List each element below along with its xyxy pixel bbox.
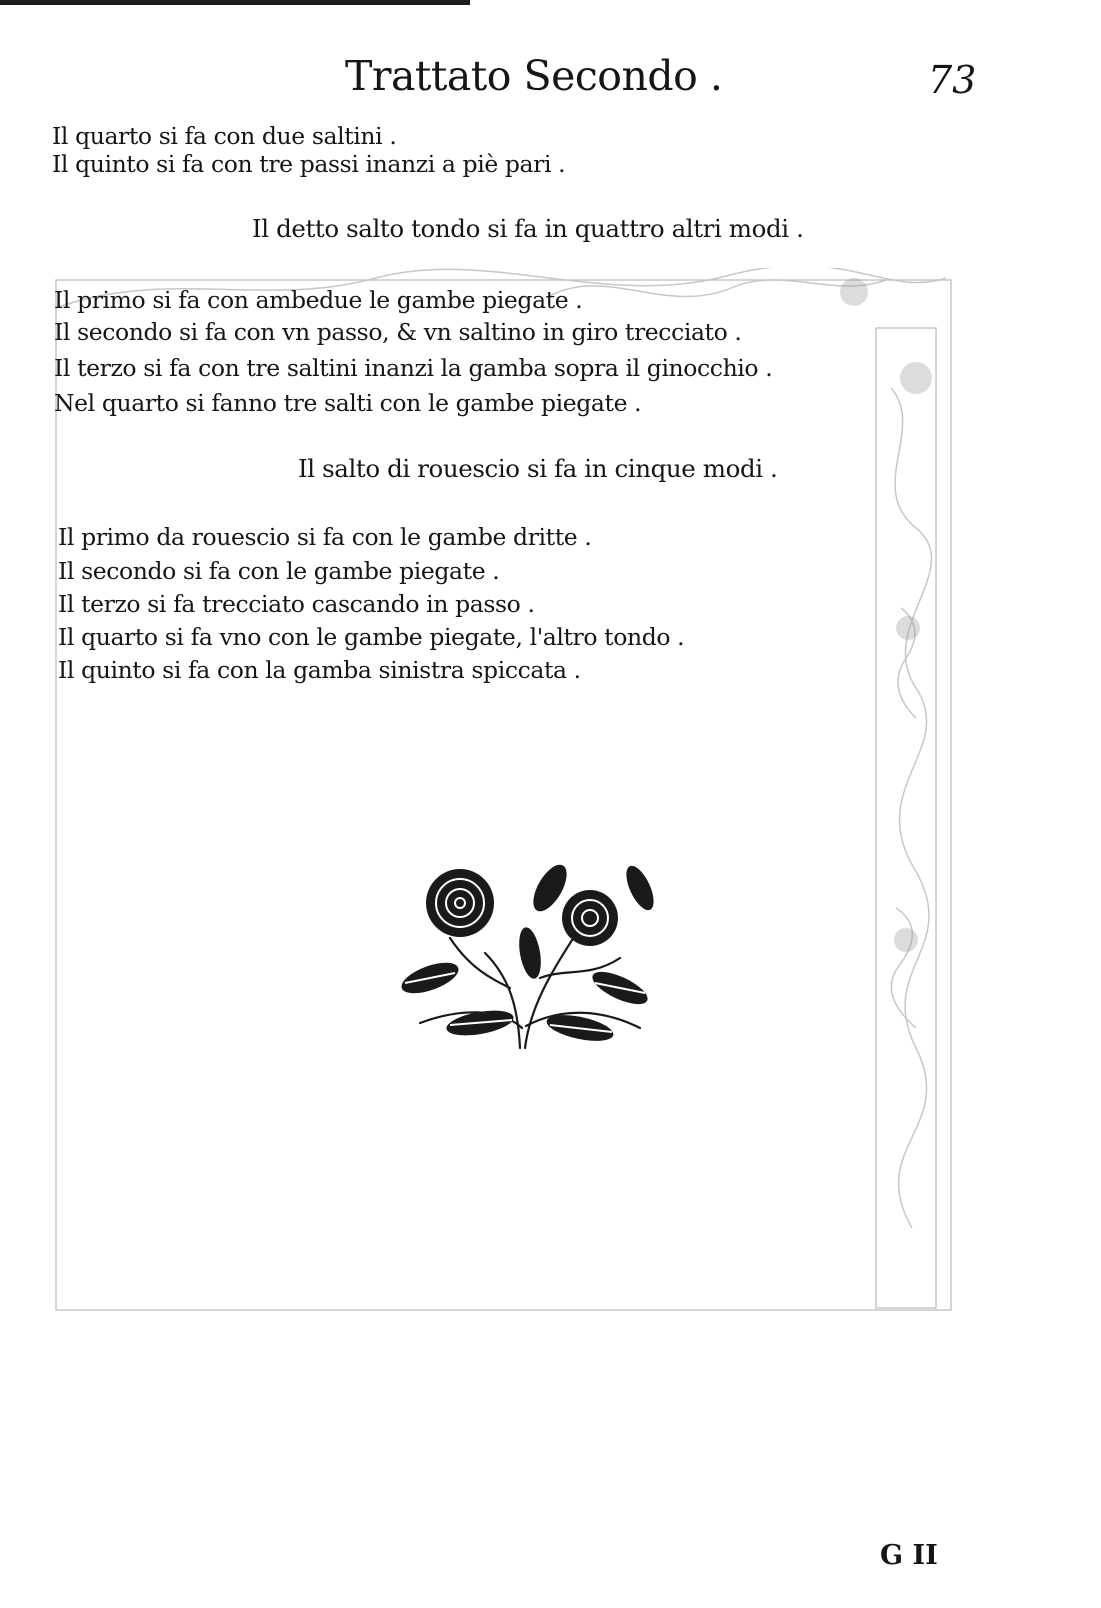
signature-mark: G II bbox=[880, 1540, 938, 1571]
text-line: Il terzo si fa trecciato cascando in passo . bbox=[58, 590, 535, 618]
section-heading: Il salto di rouescio si fa in cinque modi . bbox=[298, 454, 778, 483]
text-line: Il primo si fa con ambedue le gambe piegate . bbox=[54, 286, 583, 314]
text-line: Il quarto si fa con due saltini . bbox=[52, 122, 397, 150]
text-line: Il secondo si fa con vn passo, & vn saltino in giro trecciato . bbox=[54, 318, 742, 346]
text-line: Il secondo si fa con le gambe piegate . bbox=[58, 557, 500, 585]
text-line: Il quinto si fa con la gamba sinistra spiccata . bbox=[58, 656, 581, 684]
floral-woodcut-ornament bbox=[390, 858, 662, 1056]
section-heading: Il detto salto tondo si fa in quattro altri modi . bbox=[252, 214, 804, 243]
ornamental-frame-showthrough bbox=[46, 268, 971, 1333]
text-line: Il primo da rouescio si fa con le gambe dritte . bbox=[58, 523, 592, 551]
text-line: Nel quarto si fanno tre salti con le gambe piegate . bbox=[54, 389, 642, 417]
page-number: 73 bbox=[928, 58, 977, 102]
running-title: Trattato Secondo . bbox=[345, 52, 723, 100]
text-line: Il quarto si fa vno con le gambe piegate, l'altro tondo . bbox=[58, 623, 685, 651]
text-line: Il quinto si fa con tre passi inanzi a piè pari . bbox=[52, 150, 566, 178]
text-line: Il terzo si fa con tre saltini inanzi la gamba sopra il ginocchio . bbox=[54, 354, 773, 382]
top-edge-rule bbox=[0, 0, 470, 5]
